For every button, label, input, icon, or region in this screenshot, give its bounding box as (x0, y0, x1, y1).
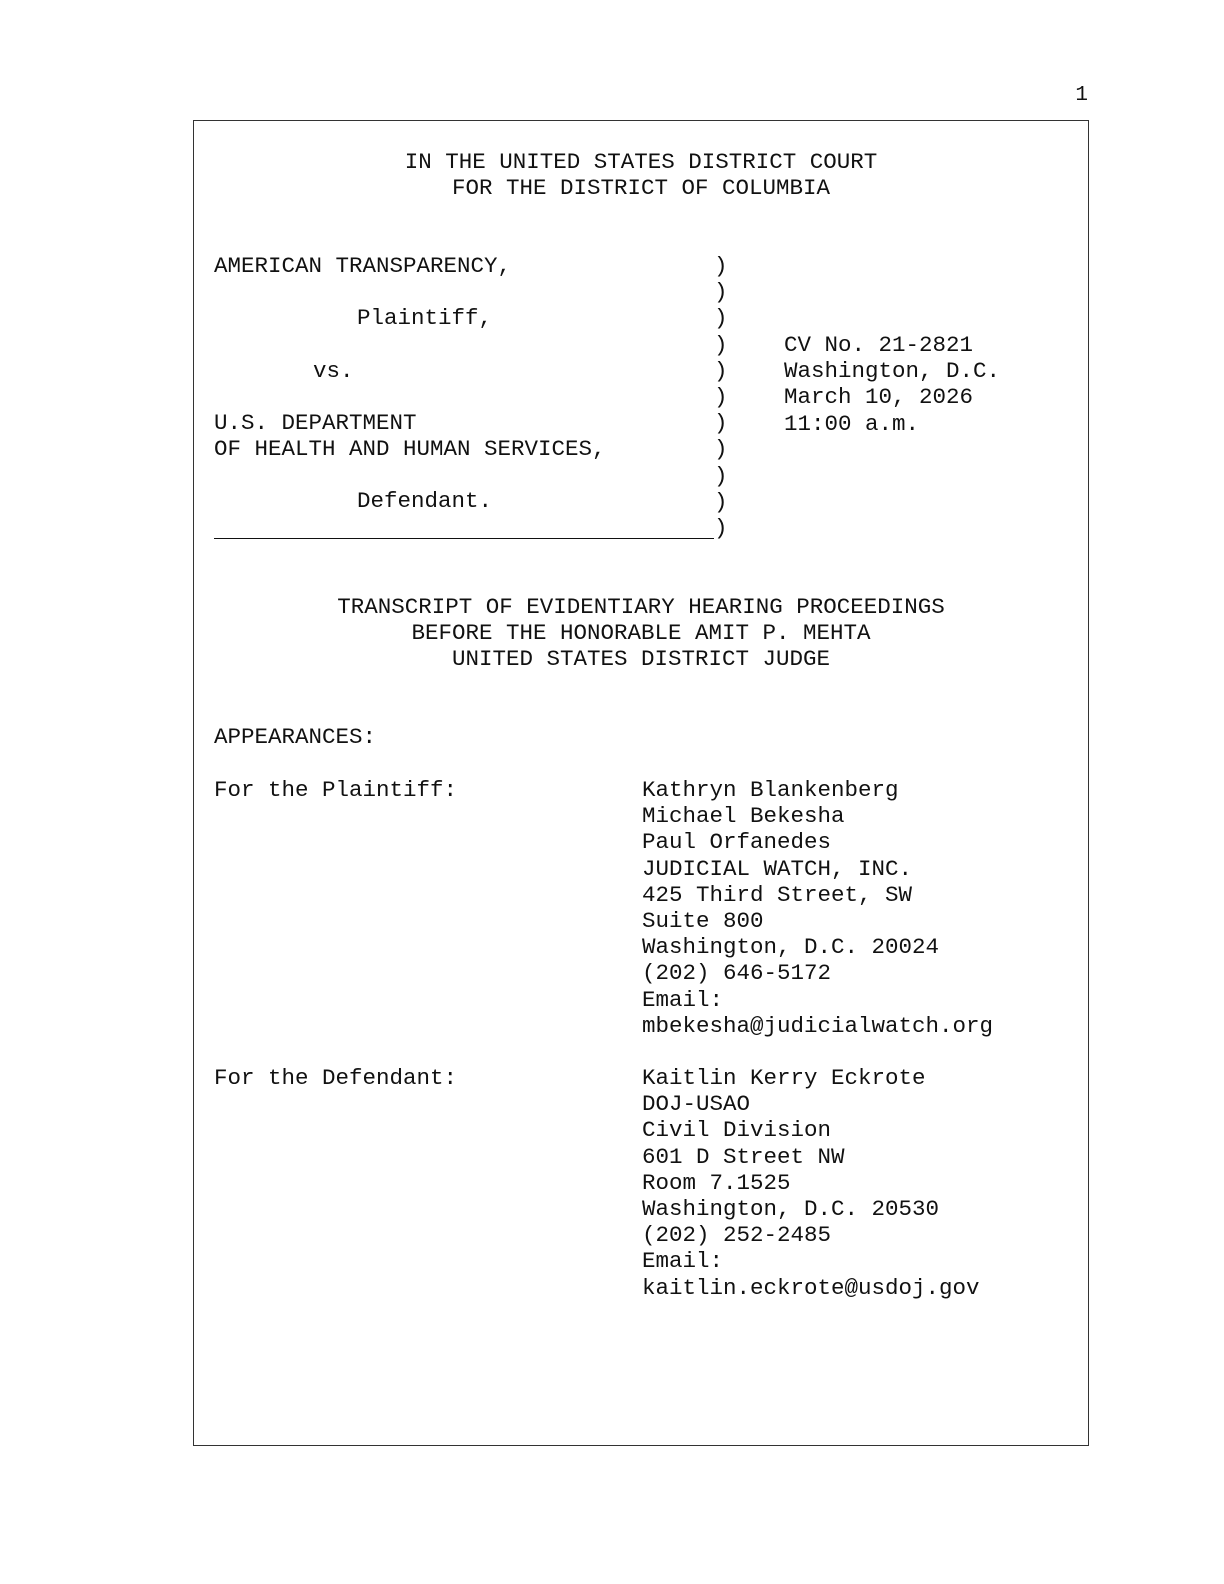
counsel-email: kaitlin.eckrote@usdoj.gov (642, 1274, 980, 1301)
defendant-name-line-1: U.S. DEPARTMENT (214, 410, 417, 436)
court-name-line-1: IN THE UNITED STATES DISTRICT COURT (404, 149, 878, 175)
hearing-time: 11:00 a.m. (784, 410, 920, 437)
counsel-line: Kaitlin Kerry Eckrote (642, 1065, 926, 1091)
counsel-line: Paul Orfanedes (642, 829, 832, 856)
case-number: CV No. 21-2821 (784, 332, 974, 358)
counsel-line: DOJ-USAO (642, 1091, 751, 1118)
counsel-line: Michael Bekesha (642, 803, 845, 830)
counsel-line: Washington, D.C. 20530 (642, 1196, 940, 1223)
counsel-email: mbekesha@judicialwatch.org (642, 1012, 994, 1039)
caption-paren: ) (714, 515, 728, 542)
counsel-line: 601 D Street NW (642, 1143, 845, 1170)
counsel-line: Washington, D.C. 20024 (642, 934, 940, 961)
court-name-line-2: FOR THE DISTRICT OF COLUMBIA (451, 175, 831, 201)
counsel-line: (202) 252-2485 (642, 1222, 832, 1249)
appearances-heading: APPEARANCES: (214, 724, 377, 750)
page-number: 1 (1075, 84, 1088, 107)
counsel-line: Room 7.1525 (642, 1169, 791, 1196)
transcript-title-line-1: TRANSCRIPT OF EVIDENTIARY HEARING PROCEEDINGS (337, 594, 945, 620)
plaintiff-name: AMERICAN TRANSPARENCY, (214, 253, 512, 279)
plaintiff-counsel-label: For the Plaintiff: (214, 777, 458, 803)
counsel-line: (202) 646-5172 (642, 960, 832, 987)
transcript-page-frame (193, 120, 1089, 1446)
caption-underline (214, 538, 714, 539)
defendant-counsel-block (642, 1065, 980, 1301)
caption-paren: ) (714, 436, 728, 463)
counsel-line: Email: (642, 986, 724, 1013)
defendant-role: Defendant. (357, 488, 493, 514)
plaintiff-counsel-block (642, 777, 993, 1039)
counsel-line: Suite 800 (642, 908, 764, 935)
transcript-title-line-3: UNITED STATES DISTRICT JUDGE (451, 646, 831, 672)
caption-paren: ) (714, 462, 728, 489)
caption-paren-column (714, 253, 728, 541)
caption-paren: ) (714, 253, 728, 279)
case-info (784, 332, 1000, 437)
caption-paren: ) (714, 410, 728, 437)
caption-paren: ) (714, 305, 728, 332)
hearing-location: Washington, D.C. (784, 358, 1001, 385)
caption-paren: ) (714, 357, 728, 384)
versus-label: vs. (313, 358, 354, 384)
hearing-date: March 10, 2026 (784, 384, 974, 411)
counsel-line: JUDICIAL WATCH, INC. (642, 855, 913, 882)
caption-paren: ) (714, 331, 728, 358)
caption-paren: ) (714, 488, 728, 515)
counsel-line: 425 Third Street, SW (642, 881, 913, 908)
counsel-line: Civil Division (642, 1117, 832, 1144)
defendant-name-line-2: OF HEALTH AND HUMAN SERVICES, (214, 436, 606, 462)
counsel-line: Kathryn Blankenberg (642, 777, 899, 803)
caption-paren: ) (714, 384, 728, 411)
counsel-line: Email: (642, 1248, 724, 1275)
caption-paren: ) (714, 279, 728, 306)
plaintiff-role: Plaintiff, (357, 305, 493, 331)
defendant-counsel-label: For the Defendant: (214, 1065, 458, 1091)
transcript-title-line-2: BEFORE THE HONORABLE AMIT P. MEHTA (411, 620, 871, 646)
